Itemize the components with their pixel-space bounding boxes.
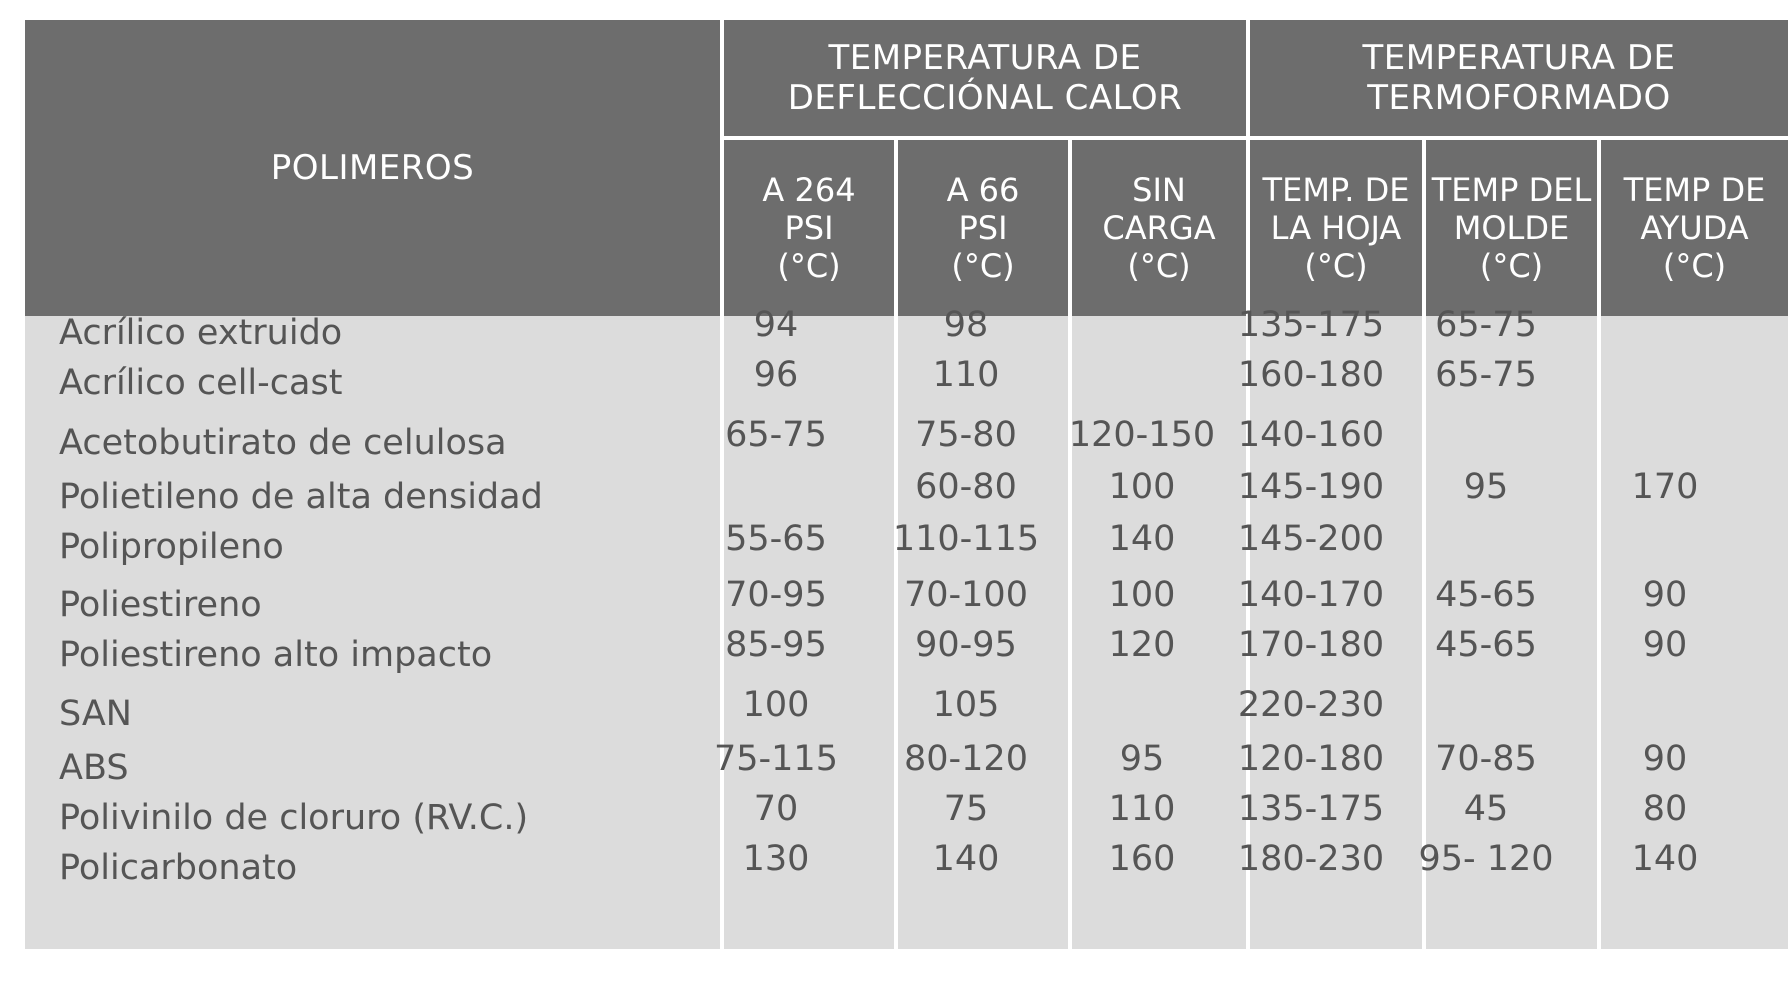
row-value-col-4: 140-170 — [1237, 575, 1385, 615]
row-value-col-2: 75-80 — [915, 415, 1017, 455]
row-value-col-2: 140 — [932, 839, 1000, 879]
row-value-col-4: 160-180 — [1237, 355, 1385, 395]
header-col-4-line-1: TEMP. DE — [1262, 171, 1410, 209]
row-value-col-3: 120-150 — [1068, 415, 1216, 455]
header-thermoforming-line-2: TERMOFORMADO — [1367, 78, 1671, 118]
row-name: Polipropileno — [59, 527, 284, 567]
row-value-col-5: 45-65 — [1435, 625, 1537, 665]
row-value-col-1: 85-95 — [725, 625, 827, 665]
row-value-col-1: 70 — [753, 789, 799, 829]
header-thermoforming-group — [1250, 20, 1788, 136]
row-value-col-1: 96 — [753, 355, 799, 395]
header-col-1 — [724, 140, 894, 316]
header-col-4 — [1250, 140, 1422, 316]
row-value-col-6: 80 — [1642, 789, 1688, 829]
row-value-col-3: 110 — [1108, 789, 1176, 829]
row-value-col-3: 100 — [1108, 575, 1176, 615]
row-value-col-6: 90 — [1642, 739, 1688, 779]
row-name: Polivinilo de cloruro (RV.C.) — [59, 798, 529, 838]
row-value-col-1: 70-95 — [725, 575, 827, 615]
row-value-col-6: 90 — [1642, 575, 1688, 615]
row-value-col-4: 135-175 — [1237, 305, 1385, 345]
header-col-3-line-3: (°C) — [1127, 247, 1191, 285]
header-col-1-line-3: (°C) — [777, 247, 841, 285]
row-value-col-4: 140-160 — [1237, 415, 1385, 455]
header-col-2-line-1: A 66 — [946, 171, 1020, 209]
row-name: Poliestireno — [59, 585, 262, 625]
header-col-3-line-2: CARGA — [1102, 209, 1216, 247]
row-value-col-3: 160 — [1108, 839, 1176, 879]
header-thermoforming-line-1: TEMPERATURA DE — [1362, 38, 1676, 78]
row-value-col-3: 140 — [1108, 519, 1176, 559]
row-value-col-6: 140 — [1631, 839, 1699, 879]
row-value-col-2: 110 — [932, 355, 1000, 395]
row-value-col-1: 94 — [753, 305, 799, 345]
polymer-temperature-table — [25, 20, 1788, 949]
row-name: Poliestireno alto impacto — [59, 635, 493, 675]
row-value-col-1: 100 — [742, 685, 810, 725]
header-col-5-line-2: MOLDE — [1453, 209, 1570, 247]
header-polymers-label: POLIMEROS — [270, 148, 475, 188]
header-col-4-line-3: (°C) — [1304, 247, 1368, 285]
row-value-col-2: 70-100 — [904, 575, 1028, 615]
row-name: Acetobutirato de celulosa — [59, 423, 507, 463]
row-name: Acrílico extruido — [59, 313, 343, 353]
header-col-4-line-2: LA HOJA — [1270, 209, 1402, 247]
row-value-col-2: 75 — [943, 789, 989, 829]
row-value-col-6: 170 — [1631, 467, 1699, 507]
header-deflection-line-2: DEFLECCIÓNAL CALOR — [787, 78, 1183, 118]
row-value-col-3: 120 — [1108, 625, 1176, 665]
row-value-col-3: 95 — [1119, 739, 1165, 779]
row-value-col-2: 90-95 — [915, 625, 1017, 665]
row-value-col-5: 45-65 — [1435, 575, 1537, 615]
row-value-col-4: 220-230 — [1237, 685, 1385, 725]
row-value-col-4: 120-180 — [1237, 739, 1385, 779]
row-value-col-5: 95 — [1463, 467, 1509, 507]
header-polymers — [25, 20, 720, 316]
row-value-col-4: 145-200 — [1237, 519, 1385, 559]
header-col-2-line-2: PSI — [958, 209, 1008, 247]
row-name: ABS — [59, 748, 129, 788]
header-deflection-line-1: TEMPERATURA DE — [828, 38, 1142, 78]
row-name: SAN — [59, 694, 132, 734]
row-value-col-4: 170-180 — [1237, 625, 1385, 665]
header-col-5-line-3: (°C) — [1479, 247, 1544, 285]
row-value-col-5: 65-75 — [1435, 355, 1537, 395]
row-name: Acrílico cell-cast — [59, 363, 343, 403]
row-value-col-4: 135-175 — [1237, 789, 1385, 829]
header-col-6-line-2: AYUDA — [1640, 209, 1749, 247]
row-value-col-6: 90 — [1642, 625, 1688, 665]
row-value-col-2: 110-115 — [892, 519, 1040, 559]
row-value-col-1: 55-65 — [725, 519, 827, 559]
row-value-col-2: 98 — [943, 305, 989, 345]
row-name: Polietileno de alta densidad — [59, 477, 543, 517]
row-value-col-5: 45 — [1463, 789, 1509, 829]
header-col-1-line-2: PSI — [784, 209, 834, 247]
row-value-col-3: 100 — [1108, 467, 1176, 507]
header-col-2 — [898, 140, 1068, 316]
row-value-col-2: 105 — [932, 685, 1000, 725]
header-col-5-line-1: TEMP DEL — [1431, 171, 1592, 209]
row-value-col-2: 80-120 — [904, 739, 1028, 779]
row-value-col-5: 95- 120 — [1418, 839, 1554, 879]
row-value-col-4: 145-190 — [1237, 467, 1385, 507]
row-value-col-1: 65-75 — [725, 415, 827, 455]
row-value-col-1: 130 — [742, 839, 810, 879]
row-value-col-1: 75-115 — [714, 739, 838, 779]
header-col-6-line-3: (°C) — [1662, 247, 1727, 285]
row-value-col-4: 180-230 — [1237, 839, 1385, 879]
header-col-5 — [1426, 140, 1597, 316]
row-name: Policarbonato — [59, 848, 298, 888]
row-value-col-5: 65-75 — [1435, 305, 1537, 345]
header-deflection-group — [724, 20, 1246, 136]
header-col-3-line-1: SIN — [1132, 171, 1186, 209]
row-value-col-5: 70-85 — [1435, 739, 1537, 779]
header-col-3 — [1072, 140, 1246, 316]
header-col-6 — [1601, 140, 1788, 316]
header-col-2-line-3: (°C) — [951, 247, 1015, 285]
header-col-1-line-1: A 264 — [762, 171, 856, 209]
header-col-6-line-1: TEMP DE — [1623, 171, 1766, 209]
row-value-col-2: 60-80 — [915, 467, 1017, 507]
